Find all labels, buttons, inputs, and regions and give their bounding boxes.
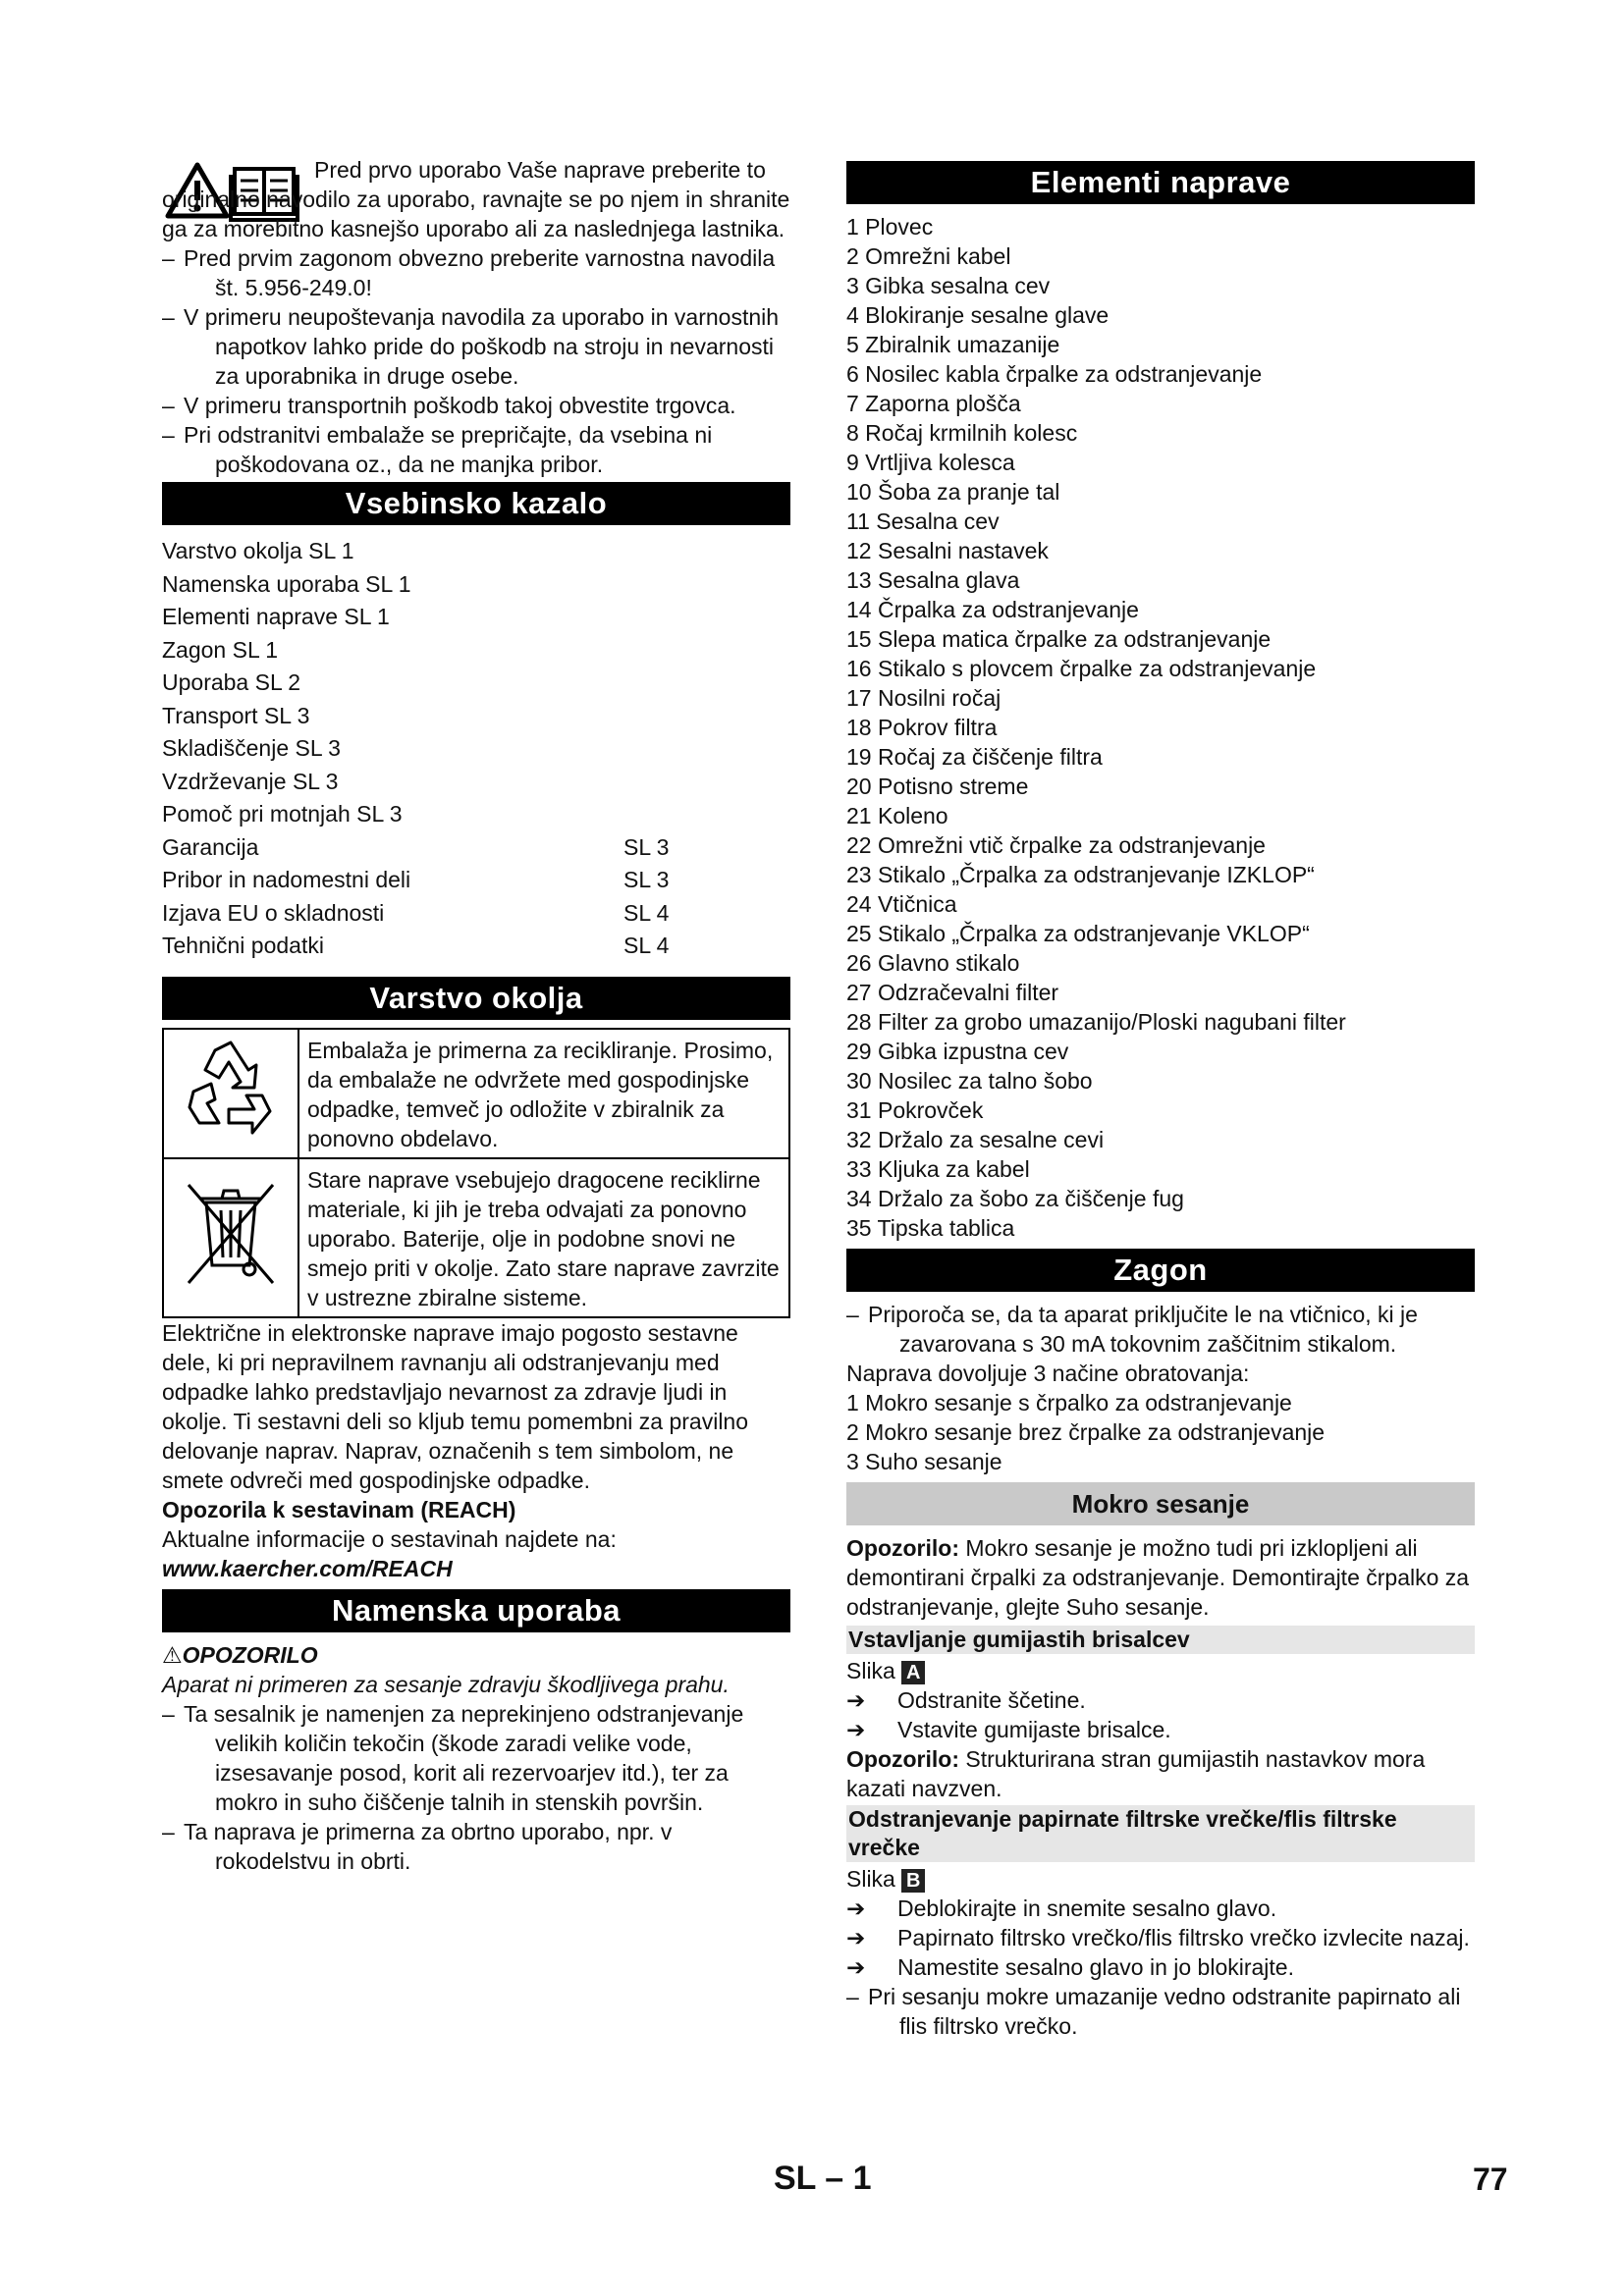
step-item: ➔ Odstranite ščetine. (846, 1687, 1086, 1713)
element-item: 3 Gibka sesalna cev (846, 273, 1051, 298)
toc-row[interactable]: Pomoč pri motnjah SL 3 (162, 801, 403, 827)
toc-row[interactable]: Zagon SL 1 (162, 636, 279, 663)
element-item: 15 Slepa matica črpalke za odstranjevanje (846, 626, 1272, 652)
toc-row[interactable]: Skladiščenje SL 3 (162, 735, 341, 761)
toc-row[interactable]: Uporaba SL 2 (162, 669, 301, 695)
intro-item: – V primeru neupoštevanja navodila za uporabo in varnostnih napotkov lahko pride do poškodb na stroju in nevarnosti za uporabnika in druge osebe. (162, 304, 780, 389)
toc-row[interactable]: Varstvo okolja SL 1 (162, 538, 354, 563)
element-item: 27 Odzračevalni filter (846, 980, 1059, 1005)
toc-row[interactable]: Izjava EU o skladnosti SL 4 (162, 899, 670, 926)
usage-warning-label: ⚠OPOZORILO (162, 1641, 318, 1668)
figure-letter-badge: B (901, 1869, 925, 1893)
element-item: 14 Črpalka za odstranjevanje (846, 597, 1139, 622)
weee-icon-cell (163, 1158, 298, 1317)
element-item: 25 Stikalo „Črpalka za odstranjevanje VKLOP“ (846, 921, 1310, 946)
toc-heading: Vsebinsko kazalo (162, 482, 790, 525)
left-column (162, 155, 790, 1876)
element-item: 16 Stikalo s plovcem črpalke za odstranjevanje (846, 656, 1317, 681)
start-item: – Priporoča se, da ta aparat priključite le na vtičnico, ki je zavarovana s 30 mA tokovnim zaščitnim stikalom. (846, 1302, 1418, 1357)
step-item: ➔ Deblokirajte in snemite sesalno glavo. (846, 1896, 1277, 1921)
element-item: 17 Nosilni ročaj (846, 685, 1001, 711)
arrow-icon: ➔ (846, 1896, 866, 1921)
elements-list (846, 212, 1475, 1243)
element-item: 29 Gibka izpustna cev (846, 1039, 1069, 1064)
element-item: 35 Tipska tablica (846, 1215, 1015, 1241)
recycle-text: Embalaža je primerna za recikliranje. Prosimo, da embalaže ne odvržete med gospodinjske odpadke, temveč jo odložite v zbiralnik za ponovno obdelavo. (298, 1029, 789, 1158)
footer-page-number: 77 (1473, 2162, 1508, 2197)
element-item: 30 Nosilec za talno šobo (846, 1068, 1093, 1094)
intro-item: – V primeru transportnih poškodb takoj obvestite trgovca. (162, 393, 736, 418)
arrow-icon: ➔ (846, 1687, 866, 1713)
element-item: 1 Plovec (846, 214, 934, 240)
usage-heading: Namenska uporaba (162, 1589, 790, 1632)
arrow-icon: ➔ (846, 1925, 866, 1950)
elements-heading: Elementi naprave (846, 161, 1475, 204)
element-item: 13 Sesalna glava (846, 567, 1020, 593)
element-item: 4 Blokiranje sesalne glave (846, 302, 1110, 328)
reach-link[interactable]: www.kaercher.com/REACH (162, 1555, 453, 1581)
element-item: 20 Potisno streme (846, 774, 1029, 799)
step-item: ➔ Vstavite gumijaste brisalce. (846, 1717, 1171, 1742)
toc-row[interactable]: Garancija SL 3 (162, 833, 670, 860)
element-item: 22 Omrežni vtič črpalke za odstranjevanje (846, 832, 1266, 858)
toc-row[interactable]: Namenska uporaba SL 1 (162, 570, 411, 597)
reach-title: Opozorila k sestavinam (REACH) (162, 1496, 516, 1522)
mode-item: 2 Mokro sesanje brez črpalke za odstranjevanje (846, 1419, 1326, 1445)
element-item: 32 Držalo za sesalne cevi (846, 1127, 1105, 1152)
env-table (162, 1028, 790, 1318)
element-item: 21 Koleno (846, 803, 948, 828)
env-heading: Varstvo okolja (162, 977, 790, 1020)
mode-item: 3 Suho sesanje (846, 1449, 1002, 1474)
element-item: 19 Ročaj za čiščenje filtra (846, 744, 1103, 770)
weee-text: Stare naprave vsebujejo dragocene reciklirne materiale, ki jih je treba odvajati za ponovno uporabo. Baterije, olje in podobne snovi ne smejo priti v okolje. Zato stare naprave zavrzite v ustrezne zbiralne sisteme. (298, 1158, 789, 1317)
element-item: 18 Pokrov filtra (846, 715, 998, 740)
wet-note: Opozorilo: Mokro sesanje je možno tudi pri izklopljeni ali demontirani črpalki za odstranjevanje. Demontirajte črpalko za odstranjevanje, glejte Suho sesanje. (846, 1535, 1470, 1620)
figure-letter-badge: A (901, 1661, 925, 1684)
toc-list (162, 535, 790, 963)
arrow-icon: ➔ (846, 1717, 866, 1742)
usage-warning-text: Aparat ni primeren za sesanje zdravju škodljivega prahu. (162, 1671, 730, 1697)
mode-item: 1 Mokro sesanje s črpalko za odstranjevanje (846, 1390, 1292, 1415)
wet-heading: Mokro sesanje (846, 1482, 1475, 1525)
reach-text: Aktualne informacije o sestavinah najdete na: (162, 1525, 617, 1552)
sub1-figure-ref: Slika A (846, 1656, 1475, 1685)
element-item: 23 Stikalo „Črpalka za odstranjevanje IZKLOP“ (846, 862, 1315, 887)
element-item: 5 Zbiralnik umazanije (846, 332, 1060, 357)
element-item: 11 Sesalna cev (846, 508, 1000, 534)
sub1-heading: Vstavljanje gumijastih brisalcev (846, 1626, 1475, 1654)
element-item: 12 Sesalni nastavek (846, 538, 1049, 563)
intro-item: – Pri odstranitvi embalaže se prepričajte, da vsebina ni poškodovana oz., da ne manjka pribor. (162, 422, 713, 477)
toc-row[interactable]: Vzdrževanje SL 3 (162, 768, 339, 794)
recycle-icon (172, 1031, 290, 1148)
element-item: 10 Šoba za pranje tal (846, 479, 1060, 505)
element-item: 33 Kljuka za kabel (846, 1156, 1030, 1182)
toc-row[interactable]: Pribor in nadomestni deli SL 3 (162, 867, 670, 892)
electric-text: Električne in elektronske naprave imajo pogosto sestavne dele, ki pri nepravilnem ravnanju ali odstranjevanju med odpadke lahko predstavljajo nevarnost za zdravje ljudi in okolje. Ti sestavni deli so kljub temu pomembni za pravilno delovanje naprav. Naprav, označenih s tem simbolom, ne smete odvreči med gospodinjske odpadke. (162, 1319, 749, 1493)
step-item: ➔ Namestite sesalno glavo in jo blokirajte. (846, 1954, 1294, 1980)
crossed-bin-icon (177, 1175, 285, 1293)
modes-intro: Naprava dovoljuje 3 načine obratovanja: (846, 1361, 1250, 1386)
element-item: 28 Filter za grobo umazanijo/Ploski nagubani filter (846, 1009, 1346, 1035)
element-item: 8 Ročaj krmilnih kolesc (846, 420, 1078, 446)
toc-row[interactable]: Elementi naprave SL 1 (162, 604, 390, 629)
sub2-dash-item: – Pri sesanju mokre umazanije vedno odstranite papirnato ali flis filtrsko vrečko. (846, 1984, 1461, 2039)
sub1-note: Opozorilo: Strukturirana stran gumijastih nastavkov mora kazati navzven. (846, 1746, 1426, 1801)
element-item: 6 Nosilec kabla črpalke za odstranjevanje (846, 361, 1263, 387)
element-item: 7 Zaporna plošča (846, 391, 1021, 416)
sub2-figure-ref: Slika B (846, 1864, 1475, 1894)
footer-section-page: SL – 1 (774, 2160, 872, 2197)
intro-block (162, 155, 790, 243)
intro-item: – Pred prvim zagonom obvezno preberite varnostna navodila št. 5.956-249.0! (162, 245, 776, 300)
toc-row[interactable]: Tehnični podatki SL 4 (162, 933, 670, 958)
usage-item: – Ta sesalnik je namenjen za neprekinjeno odstranjevanje velikih količin tekočin (škode zaradi velike vode, izsesavanje posod, korit ali rezervoarjev itd.), ter za mokro in suho čiščenje talnih in stenskih površin. (162, 1700, 744, 1815)
element-item: 24 Vtičnica (846, 891, 957, 917)
element-item: 2 Omrežni kabel (846, 243, 1011, 269)
step-item: ➔ Papirnato filtrsko vrečko/flis filtrsko vrečko izvlecite nazaj. (846, 1925, 1470, 1950)
start-heading: Zagon (846, 1249, 1475, 1292)
toc-row[interactable]: Transport SL 3 (162, 702, 310, 728)
right-column (846, 155, 1475, 2041)
usage-item: – Ta naprava je primerna za obrtno uporabo, npr. v rokodelstvu in obrti. (162, 1818, 673, 1874)
element-item: 9 Vrtljiva kolesca (846, 450, 1015, 475)
recycle-icon-cell (163, 1029, 298, 1158)
element-item: 26 Glavno stikalo (846, 950, 1020, 976)
warning-icon: ⚠ (162, 1641, 183, 1668)
element-item: 34 Držalo za šobo za čiščenje fug (846, 1186, 1184, 1211)
element-item: 31 Pokrovček (846, 1097, 984, 1123)
intro-text: Pred prvo uporabo Vaše naprave preberite to originalno navodilo za uporabo, ravnajte se po njem in shranite ga za morebitno kasnejšo uporabo ali za naslednjega lastnika. (162, 157, 790, 241)
sub2-heading: Odstranjevanje papirnate filtrske vrečke/flis filtrske vrečke (846, 1805, 1475, 1862)
arrow-icon: ➔ (846, 1954, 866, 1980)
